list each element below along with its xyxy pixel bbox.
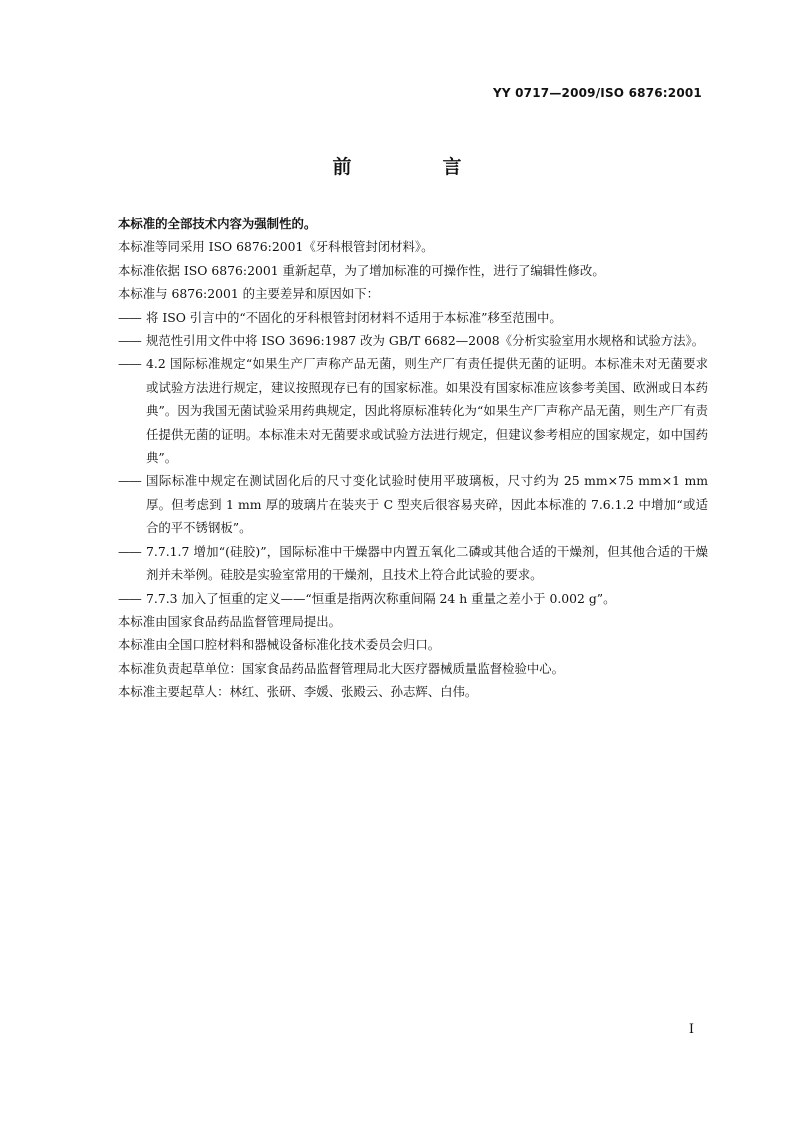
drafters-statement: 本标准主要起草人：林红、张研、李媛、张殿云、孙志辉、白伟。 (118, 684, 478, 700)
adoption-statement: 本标准等同采用 ISO 6876:2001《牙科根管封闭材料》。 (118, 239, 434, 255)
differences-intro: 本标准与 6876:2001 的主要差异和原因如下： (118, 286, 379, 302)
difference-text: 将 ISO 引言中的“不固化的牙科根管封闭材料不适用于本标准”移至范围中。 (146, 309, 562, 325)
difference-text: 7.7.1.7 增加“(硅胶)”，国际标准中干燥器中内置五氧化二磷或其他合适的干燥剂，但其他合适的干燥剂并未举例。硅胶是实验室常用的干燥剂，且技术上符合此试验的要求。 (146, 543, 708, 583)
dash-marker: —— (118, 590, 141, 606)
dash-marker: —— (118, 309, 141, 325)
standard-code: YY 0717—2009/ISO 6876:2001 (492, 86, 702, 100)
committee-statement: 本标准由全国口腔材料和器械设备标准化技术委员会归口。 (118, 637, 441, 653)
difference-item (118, 329, 708, 352)
page-title: 前 言 (332, 156, 498, 178)
document-body (118, 212, 708, 704)
difference-item (118, 587, 708, 610)
mandatory-statement: 本标准的全部技术内容为强制性的。 (118, 216, 317, 231)
difference-text: 4.2 国际标准规定“如果生产厂声称产品无菌，则生产厂有责任提供无菌的证明。本标准未对无菌要求或试验方法进行规定，建议按照现存已有的国家标准。如果没有国家标准应该参考美国、欧洲或日本药典”。因为我国无菌试验采用药典规定，因此将原标准转化为“如果生产厂声称产品无菌，则生产厂有责任提供无菌的证明。本标准未对无菌要求或试验方法进行规定，但建议参考相应的国家规定，如中国药典”。 (146, 356, 708, 466)
page-number: I (688, 1022, 694, 1037)
difference-text: 规范性引用文件中将 ISO 3696:1987 改为 GB/T 6682—2008《分析实验室用水规格和试验方法》。 (146, 333, 705, 349)
dash-marker: —— (118, 473, 141, 489)
difference-item (118, 469, 708, 539)
dash-marker: —— (118, 543, 141, 559)
drafting-statement: 本标准依据 ISO 6876:2001 重新起草，为了增加标准的可操作性，进行了编辑性修改。 (118, 262, 605, 278)
drafting-unit-statement: 本标准负责起草单位：国家食品药品监督管理局北大医疗器械质量监督检验中心。 (118, 660, 565, 676)
difference-item (118, 540, 708, 587)
difference-item (118, 352, 708, 469)
difference-item (118, 306, 708, 329)
dash-marker: —— (118, 333, 141, 349)
difference-text: 7.7.3 加入了恒重的定义——“恒重是指两次称重间隔 24 h 重量之差小于 0.002 g”。 (146, 590, 616, 606)
dash-marker: —— (118, 356, 141, 372)
difference-text: 国际标准中规定在测试固化后的尺寸变化试验时使用平玻璃板，尺寸约为 25 mm×75 mm×1 mm厚。但考虑到 1 mm 厚的玻璃片在装夹于 C 型夹后很容易夹碎，因此本标准的 7.6.1.2 中增加“或适合的平不锈钢板”。 (146, 473, 708, 536)
proposer-statement: 本标准由国家食品药品监督管理局提出。 (118, 613, 342, 629)
